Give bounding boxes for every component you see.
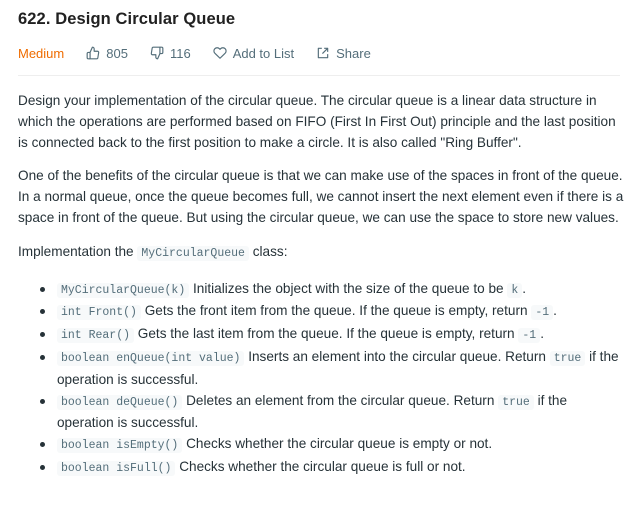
difficulty-badge: Medium xyxy=(18,45,65,61)
class-name-code: MyCircularQueue xyxy=(137,246,249,261)
heart-icon xyxy=(213,46,227,60)
description-paragraph-1: Design your implementation of the circular queue. The circular queue is a linear data structure in which the operations are performed based on FIFO (First In First Out) principle and the last position is connected back to the first position to make a circle. It is also called "Ring Buffer". xyxy=(18,93,616,150)
implementation-intro: Implementation the MyCircularQueue class: xyxy=(18,243,288,260)
list-item: int Rear() Gets the last item from the queue. If the queue is empty, return -1 . xyxy=(38,324,624,347)
list-item: boolean isEmpty() Checks whether the circular queue is empty or not. xyxy=(38,434,624,457)
dislike-count: 116 xyxy=(169,45,191,61)
share-button[interactable] xyxy=(316,46,371,61)
like-count: 805 xyxy=(106,45,128,61)
list-item: boolean deQueue() Deletes an element from the circular queue. Return true if the operation is successful. xyxy=(38,391,624,435)
list-item: int Front() Gets the front item from the queue. If the queue is empty, return -1 . xyxy=(38,301,624,324)
list-item: boolean isFull() Checks whether the circular queue is full or not. xyxy=(38,457,624,480)
problem-description xyxy=(18,91,624,480)
header-divider xyxy=(18,75,620,76)
list-item: boolean enQueue(int value) Inserts an element into the circular queue. Return true if the operation is successful. xyxy=(38,347,624,391)
thumbs-up-icon xyxy=(86,46,100,60)
method-list xyxy=(38,279,624,480)
list-item: MyCircularQueue(k) Initializes the object with the size of the queue to be k . xyxy=(38,279,624,302)
add-to-list-label: Add to List xyxy=(232,45,295,61)
dislike-button[interactable] xyxy=(150,46,191,61)
problem-title: 622. Design Circular Queue xyxy=(18,10,236,28)
description-paragraph-2: One of the benefits of the circular queue is that we can make use of the spaces in front of the queue. In a normal queue, once the queue becomes full, we cannot insert the next element even if there is a space in front of the queue. But using the circular queue, we can use the space to store new values. xyxy=(18,168,624,225)
add-to-list-button[interactable] xyxy=(213,46,294,61)
share-label: Share xyxy=(336,45,371,61)
problem-meta-bar xyxy=(18,44,393,62)
share-icon xyxy=(316,46,330,60)
like-button[interactable] xyxy=(86,46,128,61)
thumbs-down-icon xyxy=(150,46,164,60)
